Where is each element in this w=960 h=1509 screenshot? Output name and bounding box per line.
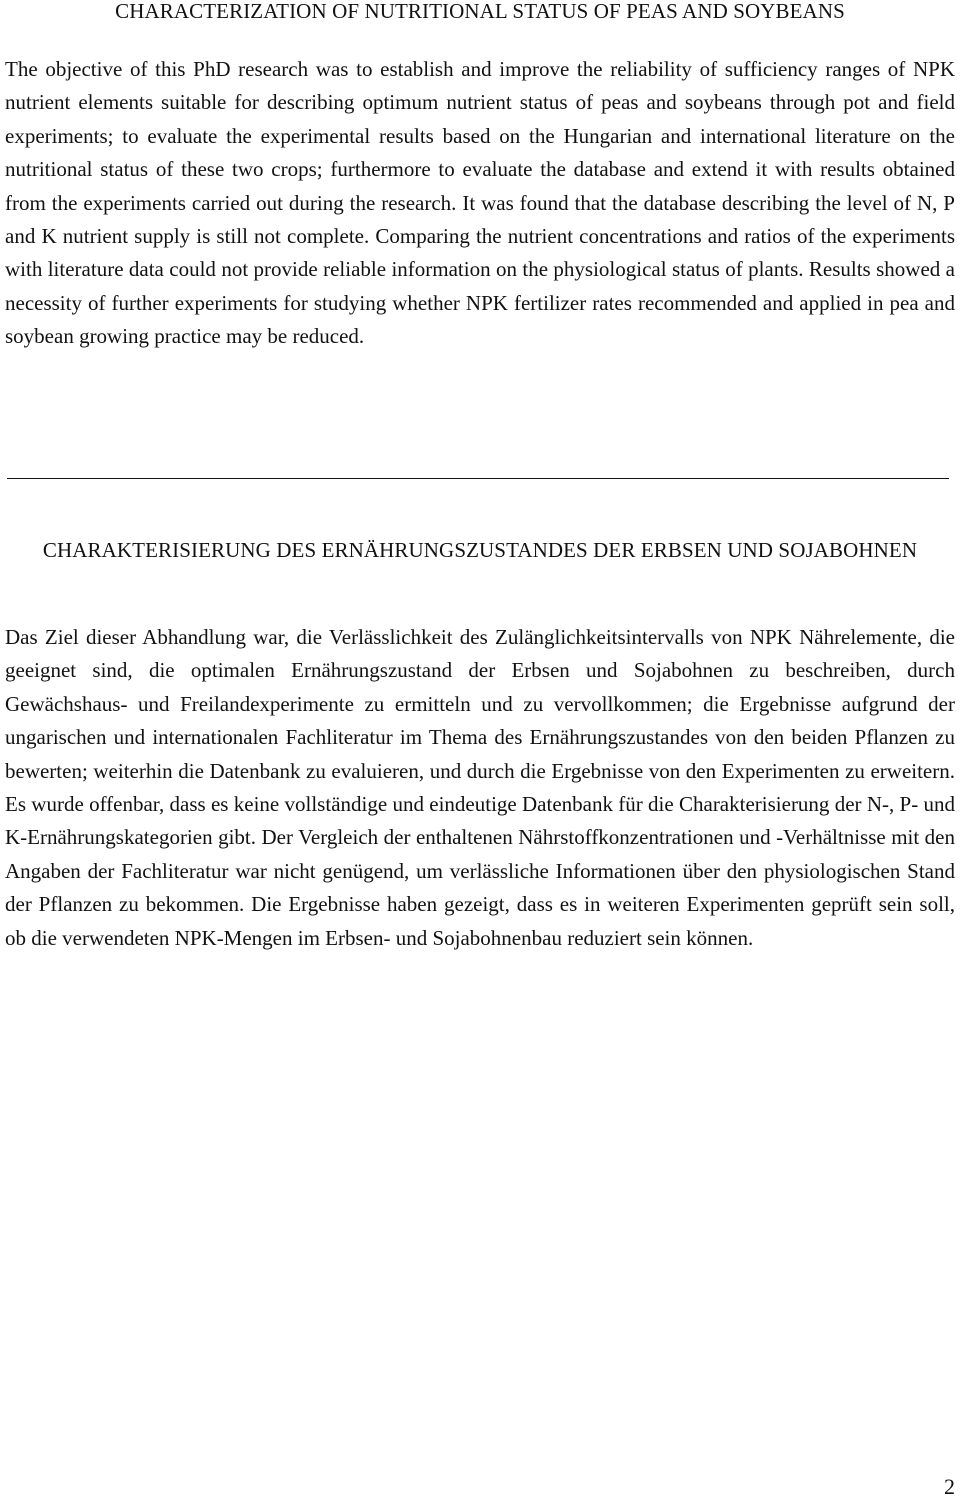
- german-abstract: Das Ziel dieser Abhandlung war, die Verlässlichkeit des Zulänglichkeitsintervalls von NPK Nährelemente, die geeignet sind, die optimalen Ernährungszustand der Erbsen und Sojabohnen zu beschreiben, durch Gewächshaus- und Freilandexperimente zu ermitteln und zu vervollkommen; die Ergebnisse aufgrund der ungarischen und internationalen Fachliteratur im Thema des Ernährungszustandes von den beiden Pflanzen zu bewerten; weiterhin die Datenbank zu evaluieren, und durch die Ergebnisse von den Experimenten zu erweitern. Es wurde offenbar, dass es keine vollständige und eindeutige Datenbank für die Charakterisierung der N-, P- und K-Ernährungskategorien gibt. Der Vergleich der enthaltenen Nährstoffkonzentrationen und -Verhältnisse mit den Angaben der Fachliteratur war nicht genügend, um verlässliche Informationen über den physiologischen Stand der Pflanzen zu bekommen. Die Ergebnisse haben gezeigt, dass es in weiteren Experimenten geprüft sein soll, ob die verwendeten NPK-Mengen im Erbsen- und Sojabohnenbau reduziert sein können.: [5, 625, 955, 950]
- german-title: CHARAKTERISIERUNG DES ERNÄHRUNGSZUSTANDES DER ERBSEN UND SOJABOHNEN: [42, 538, 918, 562]
- english-abstract: The objective of this PhD research was to establish and improve the reliability of sufficiency ranges of NPK nutrient elements suitable for describing optimum nutrient status of peas and soybeans through pot and field experiments; to evaluate the experimental results based on the Hungarian and international literature on the nutritional status of these two crops; furthermore to evaluate the database and extend it with results obtained from the experiments carried out during the research. It was found that the database describing the level of N, P and K nutrient supply is still not complete. Comparing the nutrient concentrations and ratios of the experiments with literature data could not provide reliable information on the physiological status of plants. Results showed a necessity of further experiments for studying whether NPK fertilizer rates recommended and applied in pea and soybean growing practice may be reduced.: [5, 57, 955, 349]
- section-divider: [7, 478, 949, 479]
- english-title: CHARACTERIZATION OF NUTRITIONAL STATUS OF PEAS AND SOYBEANS: [115, 0, 845, 23]
- page-number: 2: [944, 1474, 955, 1499]
